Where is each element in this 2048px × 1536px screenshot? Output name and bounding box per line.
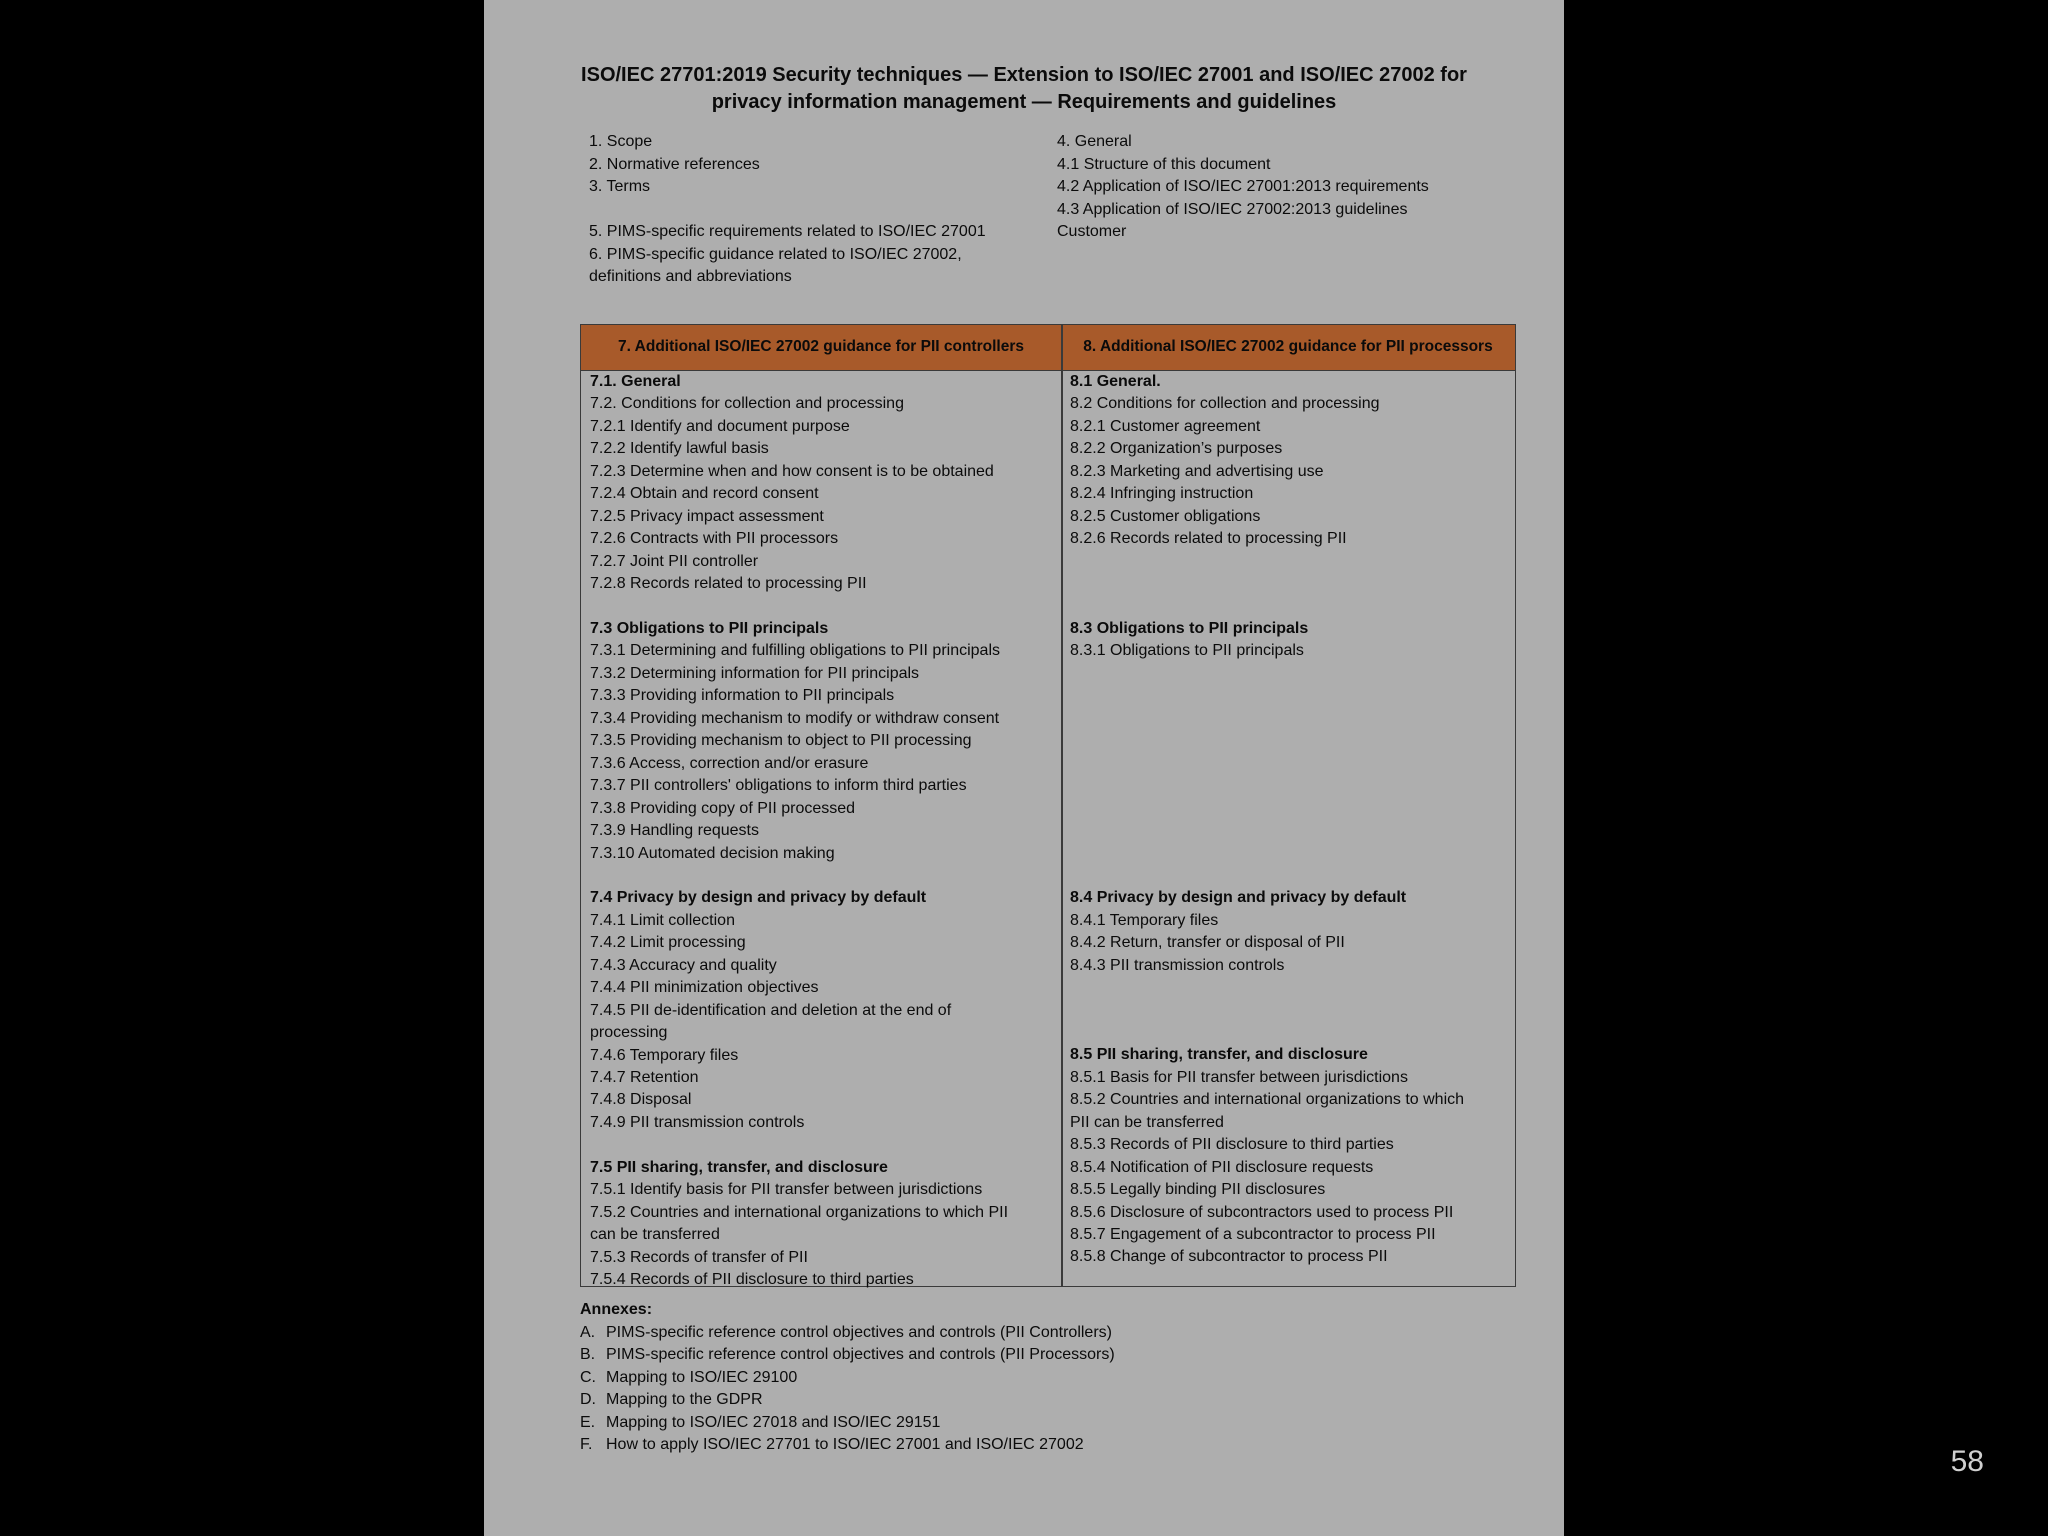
clause-item: 7.3.9 Handling requests — [590, 822, 759, 840]
clause-item: 8.4.1 Temporary files — [1070, 911, 1219, 929]
clause-item: 7.4.1 Limit collection — [590, 911, 735, 929]
clause-item: 7.3.6 Access, correction and/or erasure — [590, 754, 869, 772]
clause-item: 7.2.1 Identify and document purpose — [590, 417, 850, 435]
annex-letter: A. — [580, 1323, 596, 1341]
clause-item: PII can be transferred — [1070, 1113, 1224, 1131]
clause-item: 7.2.3 Determine when and how consent is to be obtained — [590, 462, 994, 480]
annex-item — [580, 1412, 1115, 1435]
annex-item — [580, 1367, 1115, 1390]
toc-item: 4.3 Application of ISO/IEC 27002:2013 guidelines — [1057, 200, 1408, 218]
clause-item: 8.2.4 Infringing instruction — [1070, 485, 1254, 503]
clause-item: 8.4.2 Return, transfer or disposal of PII — [1070, 934, 1345, 952]
section-heading: 7.1. General — [590, 373, 681, 390]
annex-text: Mapping to ISO/IEC 27018 and ISO/IEC 29151 — [606, 1413, 941, 1431]
section-heading: 7.5 PII sharing, transfer, and disclosure — [590, 1158, 888, 1176]
toc-item: 3. Terms — [589, 178, 651, 195]
clause-item: 8.2 Conditions for collection and processing — [1070, 395, 1380, 413]
processors-column — [1070, 371, 1510, 1269]
clause-item: 7.3.8 Providing copy of PII processed — [590, 799, 856, 817]
title-line-2: privacy information management — Requirements and guidelines — [711, 91, 1337, 113]
clause-item: 7.4.5 PII de-identification and deletion at the end of — [590, 1001, 952, 1019]
clause-item: 7.4.9 PII transmission controls — [590, 1113, 805, 1131]
clause-item: 8.5.5 Legally binding PII disclosures — [1070, 1181, 1326, 1199]
clause-item: 7.3.5 Providing mechanism to object to PII processing — [590, 732, 972, 750]
annex-text: PIMS-specific reference control objectives and controls (PII Processors) — [606, 1346, 1115, 1363]
annex-letter: E. — [580, 1413, 596, 1431]
clause-item: 8.2.1 Customer agreement — [1070, 417, 1261, 435]
clause-item: 7.5.2 Countries and international organizations to which PII — [590, 1203, 1009, 1221]
toc-item: 6. PIMS-specific guidance related to ISO/IEC 27002, — [589, 245, 962, 263]
clause-item: 8.5.4 Notification of PII disclosure requests — [1070, 1158, 1374, 1176]
section-heading: 7.4 Privacy by design and privacy by default — [590, 889, 927, 907]
annex-letter: C. — [580, 1368, 596, 1386]
annex-text: Mapping to ISO/IEC 29100 — [606, 1368, 798, 1386]
page-title — [484, 62, 1564, 116]
clause-item: 7.2.8 Records related to processing PII — [590, 575, 867, 593]
annexes-list — [580, 1299, 1115, 1457]
toc-left-column — [589, 131, 1049, 289]
clause-item: 7.2.5 Privacy impact assessment — [590, 507, 824, 525]
annex-letter: D. — [580, 1391, 596, 1408]
annex-item — [580, 1322, 1115, 1345]
toc-item: 5. PIMS-specific requirements related to ISO/IEC 27001 — [589, 223, 986, 240]
slide-number: 58 — [1950, 1445, 1984, 1478]
section-gap — [1070, 820, 1510, 842]
toc-item: 4.1 Structure of this document — [1057, 155, 1271, 173]
annex-item — [580, 1434, 1115, 1457]
toc-item: definitions and abbreviations — [589, 268, 792, 285]
clause-item: 7.3.4 Providing mechanism to modify or withdraw consent — [590, 709, 1000, 727]
clause-item: 8.2.2 Organization’s purposes — [1070, 440, 1283, 458]
toc-item: 2. Normative references — [589, 155, 760, 173]
table-header-controllers: 7. Additional ISO/IEC 27002 guidance for PII controllers — [618, 338, 1024, 355]
clause-item: 8.5.7 Engagement of a subcontractor to process PII — [1070, 1225, 1436, 1243]
clause-item: processing — [590, 1024, 668, 1042]
clause-item: 8.5.2 Countries and international organizations to which — [1070, 1091, 1465, 1109]
clause-item: 8.4.3 PII transmission controls — [1070, 956, 1285, 974]
clause-item: 7.3.3 Providing information to PII principals — [590, 687, 895, 705]
toc-right-column — [1057, 131, 1517, 244]
section-gap — [1070, 596, 1510, 618]
section-heading: 8.1 General. — [1070, 373, 1161, 390]
toc-item: 1. Scope — [589, 133, 653, 150]
clause-item: 7.5.3 Records of transfer of PII — [590, 1248, 808, 1266]
clause-item: 7.4.3 Accuracy and quality — [590, 956, 777, 974]
clause-item: 7.4.7 Retention — [590, 1069, 699, 1087]
annex-text: PIMS-specific reference control objectives and controls (PII Controllers) — [606, 1323, 1112, 1341]
section-gap — [590, 596, 1055, 618]
annex-item — [580, 1344, 1115, 1367]
section-gap — [1070, 708, 1510, 730]
clause-item: 8.2.6 Records related to processing PII — [1070, 530, 1347, 548]
section-gap — [1070, 685, 1510, 707]
table-header-row — [581, 325, 1515, 371]
section-gap — [1070, 999, 1510, 1021]
clause-item: 7.2.2 Identify lawful basis — [590, 440, 769, 458]
annexes-heading: Annexes: — [580, 1301, 653, 1318]
clause-item: 8.5.1 Basis for PII transfer between jurisdictions — [1070, 1068, 1408, 1086]
toc-item: Customer — [1057, 223, 1127, 240]
clause-item: 7.2. Conditions for collection and processing — [590, 395, 904, 413]
clause-item: 7.2.6 Contracts with PII processors — [590, 530, 839, 548]
section-gap — [590, 1134, 1055, 1156]
section-gap — [1070, 573, 1510, 595]
clause-item: 8.3.1 Obligations to PII principals — [1070, 642, 1304, 660]
clause-item: 8.5.3 Records of PII disclosure to third parties — [1070, 1136, 1394, 1154]
clause-item: 7.2.4 Obtain and record consent — [590, 485, 819, 503]
section-heading: 8.3 Obligations to PII principals — [1070, 619, 1309, 637]
table-header-processors: 8. Additional ISO/IEC 27002 guidance for PII processors — [1083, 338, 1493, 355]
section-heading: 8.4 Privacy by design and privacy by default — [1070, 889, 1407, 907]
section-gap — [1070, 842, 1510, 864]
table-column-divider — [1061, 325, 1063, 1286]
clause-item: 7.4.4 PII minimization objectives — [590, 979, 819, 997]
controllers-column — [590, 371, 1055, 1292]
section-heading: 8.5 PII sharing, transfer, and disclosure — [1070, 1046, 1368, 1064]
section-gap — [1070, 865, 1510, 887]
clause-item: can be transferred — [590, 1226, 720, 1244]
section-gap — [1070, 663, 1510, 685]
section-gap — [1070, 775, 1510, 797]
clause-item: 8.5.6 Disclosure of subcontractors used to process PII — [1070, 1203, 1454, 1221]
toc-gap — [589, 199, 1049, 222]
section-gap — [1070, 797, 1510, 819]
annex-text: How to apply ISO/IEC 27701 to ISO/IEC 27001 and ISO/IEC 27002 — [606, 1436, 1084, 1453]
annex-letter: F. — [580, 1436, 593, 1453]
section-gap — [1070, 1022, 1510, 1044]
clause-item: 7.4.8 Disposal — [590, 1091, 692, 1109]
clause-item: 8.2.5 Customer obligations — [1070, 507, 1261, 525]
document-page — [484, 0, 1564, 1536]
section-gap — [1070, 551, 1510, 573]
clause-item: 7.4.6 Temporary files — [590, 1046, 739, 1064]
clause-item: 8.2.3 Marketing and advertising use — [1070, 462, 1324, 480]
section-gap — [1070, 753, 1510, 775]
section-heading: 7.3 Obligations to PII principals — [590, 619, 829, 637]
clause-item: 7.4.2 Limit processing — [590, 934, 746, 952]
toc-item: 4. General — [1057, 133, 1132, 150]
guidance-table — [580, 324, 1516, 1287]
clause-item: 7.5.4 Records of PII disclosure to third parties — [590, 1271, 914, 1289]
clause-item: 7.2.7 Joint PII controller — [590, 552, 759, 570]
annex-item — [580, 1389, 1115, 1412]
clause-item: 7.3.1 Determining and fulfilling obligations to PII principals — [590, 642, 1001, 660]
clause-item: 8.5.8 Change of subcontractor to process PII — [1070, 1248, 1388, 1266]
section-gap — [590, 865, 1055, 887]
clause-item: 7.3.10 Automated decision making — [590, 844, 835, 862]
section-gap — [1070, 977, 1510, 999]
title-line-1: ISO/IEC 27701:2019 Security techniques — Extension to ISO/IEC 27001 and ISO/IEC 27002 for — [581, 64, 1467, 86]
clause-item: 7.5.1 Identify basis for PII transfer between jurisdictions — [590, 1181, 983, 1199]
clause-item: 7.3.7 PII controllers' obligations to inform third parties — [590, 777, 967, 795]
annex-letter: B. — [580, 1346, 596, 1363]
toc-item: 4.2 Application of ISO/IEC 27001:2013 requirements — [1057, 178, 1429, 195]
clause-item: 7.3.2 Determining information for PII principals — [590, 664, 920, 682]
section-gap — [1070, 730, 1510, 752]
annex-text: Mapping to the GDPR — [606, 1391, 763, 1408]
